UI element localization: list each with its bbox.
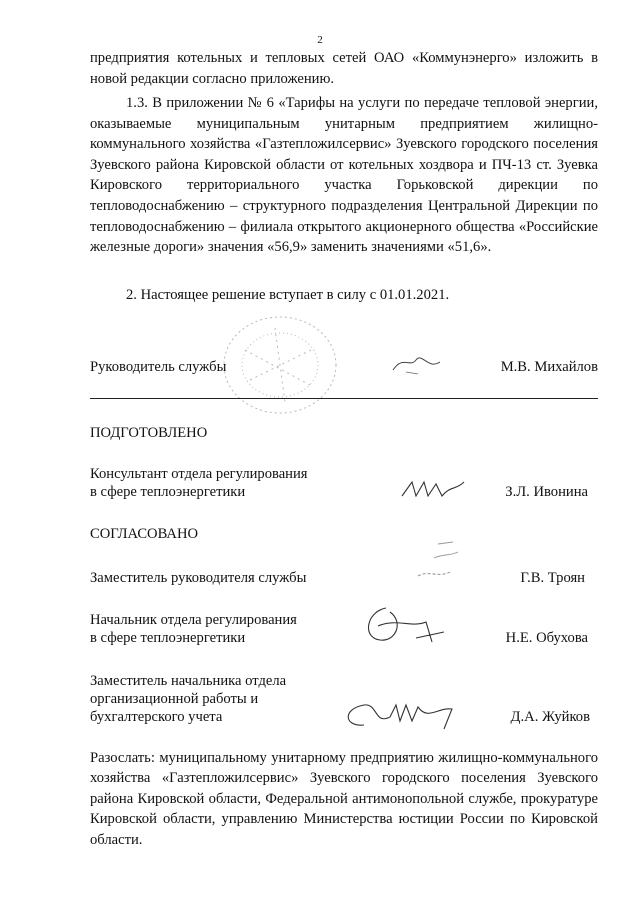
head-position: Руководитель службы xyxy=(90,359,227,375)
prepared-position-line2: в сфере теплоэнергетики xyxy=(90,484,246,500)
prepared-heading: ПОДГОТОВЛЕНО xyxy=(90,425,208,441)
signer2-position-line1: Начальник отдела регулирования xyxy=(90,612,297,628)
signer1-name: Г.В. Троян xyxy=(520,570,585,586)
agreed-heading: СОГЛАСОВАНО xyxy=(90,526,199,542)
distribution-list: Разослать: муниципальному унитарному предприятию жилищно-коммунального хозяйства «Газтепложилсервис» Зуевского городского поселения Зуевского района Кировской области, Федеральной антимонопольной службе, прокуратуре Кировской области, управлению Министерства юстиции России по Кировской области. xyxy=(90,750,598,848)
page-number: 2 xyxy=(317,34,323,46)
prepared-position-line1: Консультант отдела регулирования xyxy=(90,466,308,482)
prepared-name: З.Л. Ивонина xyxy=(505,484,588,500)
head-name: М.В. Михайлов xyxy=(500,359,598,375)
signer3-name: Д.А. Жуйков xyxy=(510,709,590,725)
signer3-position-line3: бухгалтерского учета xyxy=(90,709,223,725)
paragraph-2: 2. Настоящее решение вступает в силу с 01.01.2021. xyxy=(126,287,450,303)
signer2-name: Н.Е. Обухова xyxy=(505,630,588,646)
signer2-signature xyxy=(356,598,446,653)
signer3-signature xyxy=(334,695,464,735)
prepared-signature xyxy=(398,476,468,504)
official-stamp xyxy=(215,310,345,420)
head-signature xyxy=(388,350,448,380)
divider-line xyxy=(90,398,598,399)
signer1-position: Заместитель руководителя службы xyxy=(90,570,307,586)
paragraph-1-3: 1.3. В приложении № 6 «Тарифы на услуги по передаче тепловой энергии, оказываемые муниципальным унитарным предприятием жилищно-коммунального хозяйства «Газтепложилсервис» Зуевского городского поселения Зуевского района Кировской области от котельных хоздвора и ПЧ-13 ст. Зуевка Кировского территориального участка Горьковской дирекции по тепловодоснабжению – структурного подразделения Центральной Дирекции по тепловодоснабжению – филиала открытого акционерного общества «Российские железные дороги» значения «56,9» заменить значениями «51,6». xyxy=(90,95,598,256)
signer3-position-line1: Заместитель начальника отдела xyxy=(90,673,287,689)
signer2-position-line2: в сфере теплоэнергетики xyxy=(90,630,246,646)
signer3-position-line2: организационной работы и xyxy=(90,691,259,707)
signer1-signature xyxy=(398,540,468,585)
paragraph-continuation: предприятия котельных и тепловых сетей ОАО «Коммунэнерго» изложить в новой редакции согласно приложению. xyxy=(90,50,598,87)
